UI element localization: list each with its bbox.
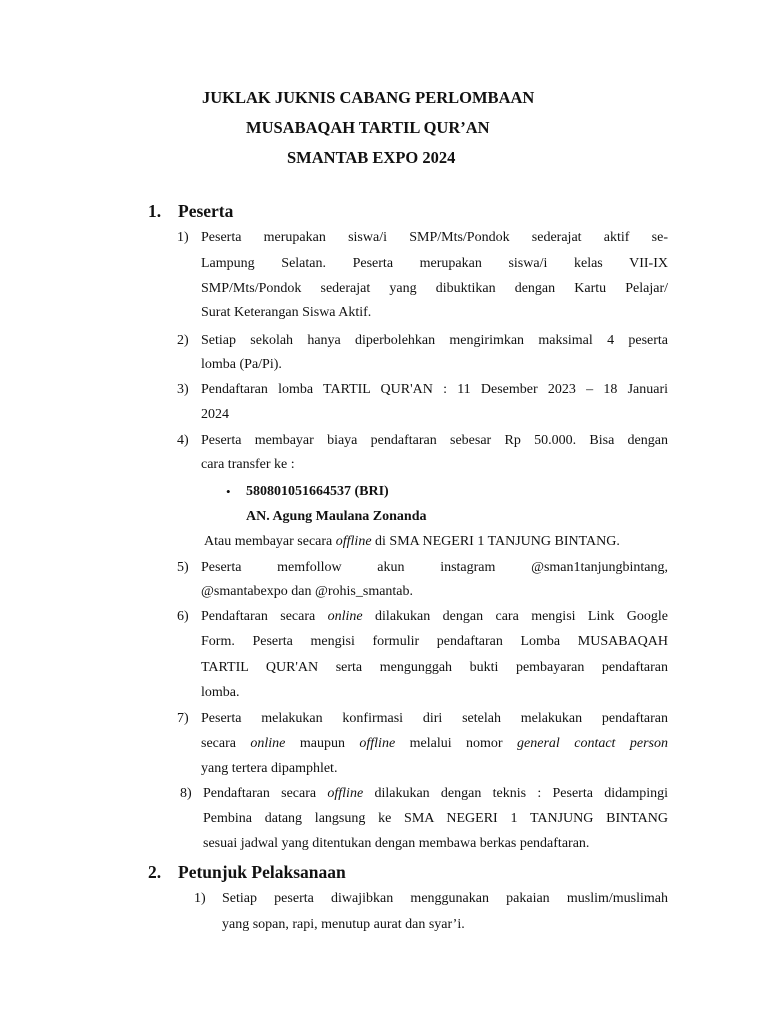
item-1-line-1: Peserta merupakan siswa/i SMP/Mts/Pondok sederajat aktif se-	[201, 230, 668, 245]
doc-title-line-3: SMANTAB EXPO 2024	[287, 148, 456, 167]
item-4-line-1: Peserta membayar biaya pendaftaran sebesar Rp 50.000. Bisa dengan	[201, 433, 668, 448]
item-2-number: 2)	[177, 333, 189, 348]
s2-item-1-line-2: yang sopan, rapi, menutup aurat dan syar’i.	[222, 917, 465, 932]
item-6-line-2: Form. Peserta mengisi formulir pendaftaran Lomba MUSABAQAH	[201, 634, 668, 649]
bullet-icon: •	[226, 484, 231, 499]
item-1-line-4: Surat Keterangan Siswa Aktif.	[201, 305, 372, 320]
doc-title-line-2: MUSABAQAH TARTIL QUR’AN	[246, 118, 490, 137]
item-6-line-4: lomba.	[201, 685, 240, 700]
item-3-number: 3)	[177, 382, 189, 397]
section-2-number: 2.	[148, 862, 162, 882]
item-8-line-3: sesuai jadwal yang ditentukan dengan membawa berkas pendaftaran.	[203, 836, 590, 851]
item-7-number: 7)	[177, 711, 189, 726]
item-1-number: 1)	[177, 230, 189, 245]
bank-account-number: 580801051664537 (BRI)	[246, 484, 389, 499]
item-5-line-1: Peserta memfollow akun instagram @sman1tanjungbintang,	[201, 560, 668, 575]
item-7-line-1: Peserta melakukan konfirmasi diri setelah melakukan pendaftaran	[201, 711, 668, 726]
item-2-line-1: Setiap sekolah hanya diperbolehkan mengirimkan maksimal 4 peserta	[201, 333, 668, 348]
item-8-number: 8)	[180, 786, 192, 801]
item-1-line-2: Lampung Selatan. Peserta merupakan siswa/i kelas VII-IX	[201, 256, 668, 271]
item-7-line-3: yang tertera dipamphlet.	[201, 761, 338, 776]
item-2-line-2: lomba (Pa/Pi).	[201, 357, 282, 372]
item-5-number: 5)	[177, 560, 189, 575]
item-1-line-3: SMP/Mts/Pondok sederajat yang dibuktikan dengan Kartu Pelajar/	[201, 281, 668, 296]
s2-item-1-line-1: Setiap peserta diwajibkan menggunakan pakaian muslim/muslimah	[222, 891, 668, 906]
offline-payment-note: Atau membayar secara offline di SMA NEGERI 1 TANJUNG BINTANG.	[204, 534, 620, 549]
item-4-number: 4)	[177, 433, 189, 448]
item-5-line-2: @smantabexpo dan @rohis_smantab.	[201, 584, 414, 599]
item-3-line-2: 2024	[201, 407, 229, 422]
doc-title-line-1: JUKLAK JUKNIS CABANG PERLOMBAAN	[202, 88, 535, 107]
item-4-line-2: cara transfer ke :	[201, 457, 295, 472]
item-6-number: 6)	[177, 609, 189, 624]
item-6-line-1: Pendaftaran secara online dilakukan dengan cara mengisi Link Google	[201, 609, 668, 624]
item-3-line-1: Pendaftaran lomba TARTIL QUR'AN : 11 Desember 2023 – 18 Januari	[201, 382, 668, 397]
section-1-number: 1.	[148, 201, 162, 221]
s2-item-1-number: 1)	[194, 891, 206, 906]
bank-account-name: AN. Agung Maulana Zonanda	[246, 509, 427, 524]
item-6-line-3: TARTIL QUR'AN serta mengunggah bukti pembayaran pendaftaran	[201, 660, 668, 675]
section-1-title: Peserta	[178, 201, 234, 221]
section-2-title: Petunjuk Pelaksanaan	[178, 862, 346, 882]
item-7-line-2: secara online maupun offline melalui nomor general contact person	[201, 736, 668, 751]
item-8-line-2: Pembina datang langsung ke SMA NEGERI 1 TANJUNG BINTANG	[203, 811, 668, 826]
item-8-line-1: Pendaftaran secara offline dilakukan dengan teknis : Peserta didampingi	[203, 786, 668, 801]
